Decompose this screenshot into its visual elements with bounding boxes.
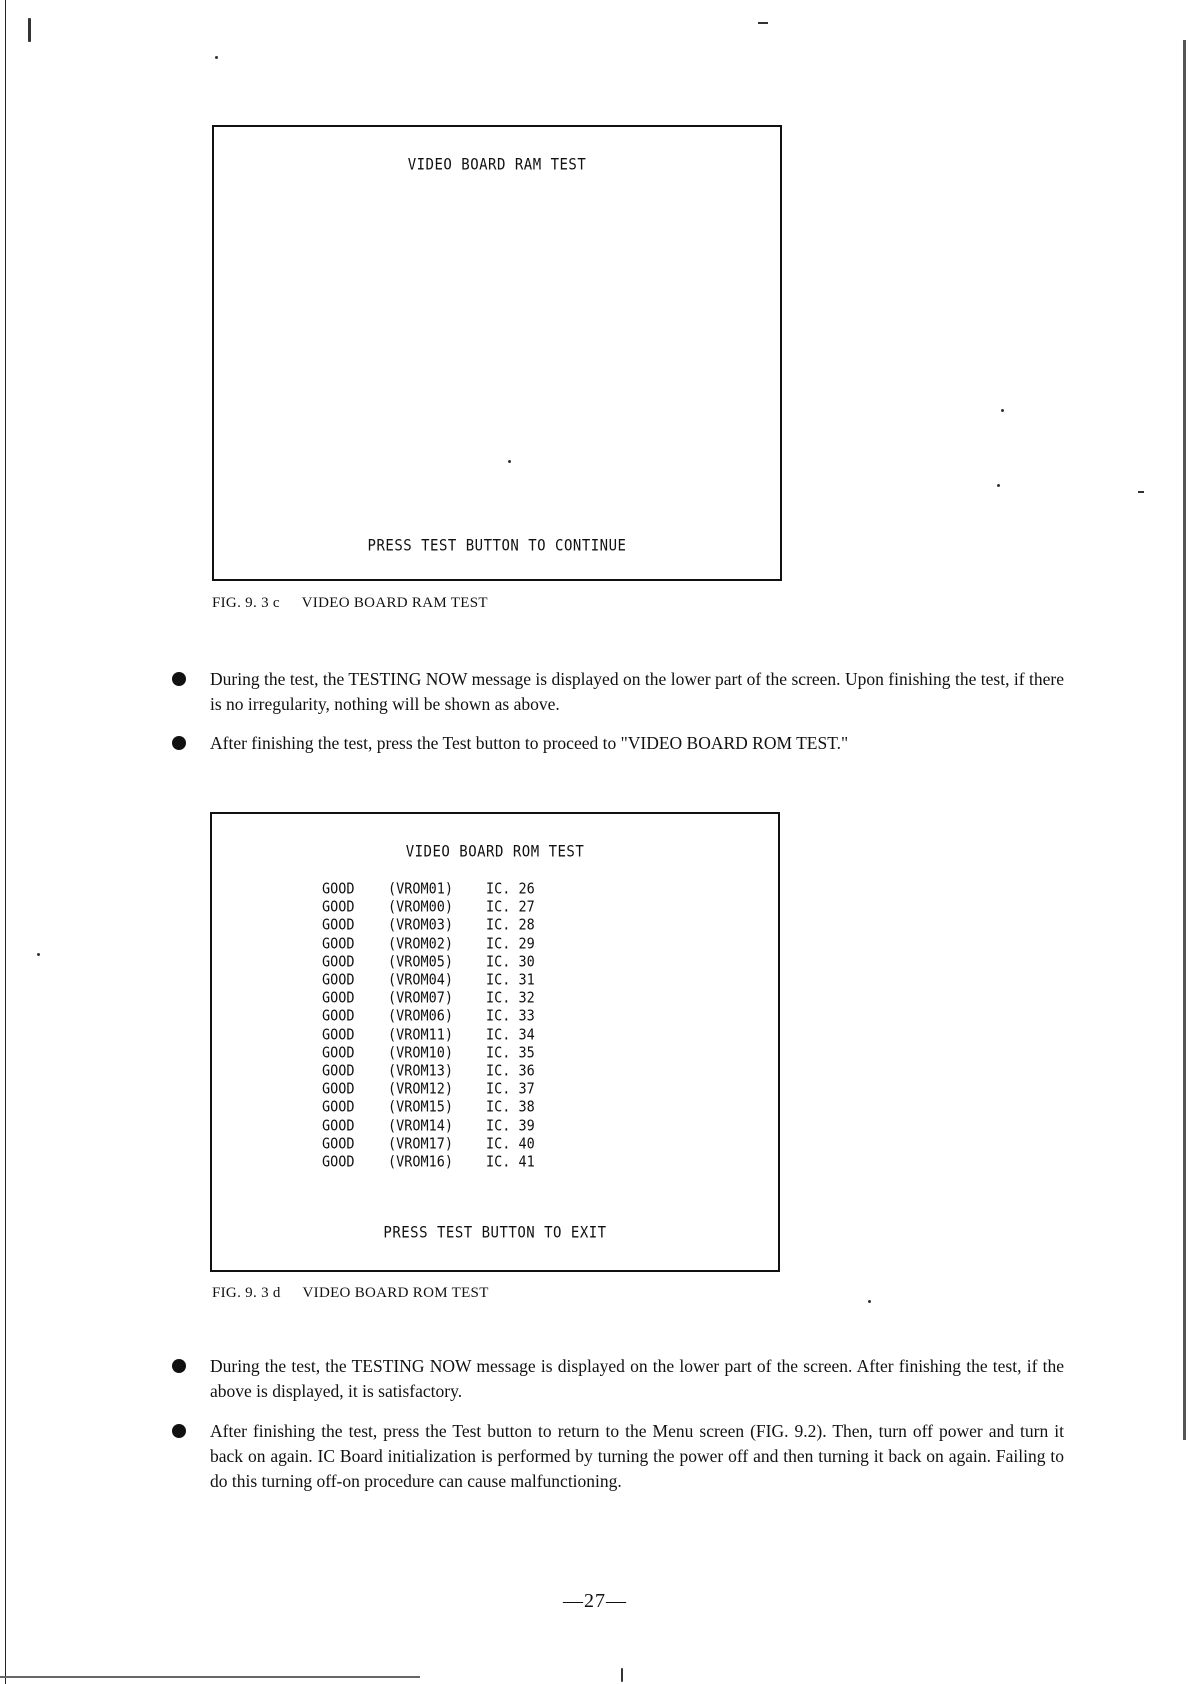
- rom-status: GOOD: [322, 1007, 355, 1026]
- figure-title: VIDEO BOARD RAM TEST: [301, 595, 488, 611]
- rom-name: (VROM12): [388, 1080, 454, 1099]
- page-number: —27—: [563, 1590, 627, 1612]
- bullet-item: [172, 731, 1064, 756]
- scan-speck: [1138, 491, 1144, 493]
- rom-ic-label: IC. 31: [486, 971, 535, 989]
- rom-ic-label: IC. 38: [486, 1098, 535, 1117]
- rom-name: (VROM01): [388, 880, 454, 898]
- rom-result-row: [322, 1152, 546, 1172]
- ram-test-screen: [212, 125, 782, 581]
- rom-name: (VROM06): [388, 1007, 454, 1026]
- rom-result-row: [322, 1134, 546, 1154]
- rom-test-screen-title: VIDEO BOARD ROM TEST: [405, 842, 585, 862]
- rom-name: (VROM00): [388, 898, 454, 916]
- rom-test-screen-footer: PRESS TEST BUTTON TO EXIT: [383, 1223, 607, 1243]
- rom-result-row: [322, 1098, 546, 1118]
- rom-result-row: [322, 934, 546, 954]
- rom-ic-label: IC. 32: [486, 989, 535, 1008]
- rom-name: (VROM14): [388, 1116, 454, 1135]
- scan-speck: [621, 1668, 623, 1682]
- rom-name: (VROM05): [388, 953, 454, 971]
- rom-test-screen: [210, 812, 780, 1272]
- figure-number: FIG. 9. 3 c: [212, 595, 280, 611]
- rom-status: GOOD: [322, 971, 355, 989]
- scan-speck: [37, 953, 40, 956]
- scan-speck: [1001, 409, 1004, 412]
- bullet-item: [172, 1354, 1064, 1404]
- rom-result-row: [322, 1025, 546, 1045]
- rom-name: (VROM15): [388, 1098, 454, 1117]
- rom-name: (VROM11): [388, 1025, 454, 1044]
- rom-ic-label: IC. 27: [486, 898, 535, 916]
- rom-name: (VROM17): [388, 1135, 454, 1153]
- scan-edge-bottom: [0, 1676, 420, 1678]
- bullet-dot-icon: [172, 1359, 186, 1373]
- rom-ic-label: IC. 40: [486, 1135, 535, 1153]
- scan-speck: [758, 22, 768, 24]
- rom-ic-label: IC. 29: [486, 934, 535, 953]
- rom-status: GOOD: [322, 989, 355, 1008]
- rom-ic-label: IC. 35: [486, 1044, 535, 1062]
- bullet-item: [172, 667, 1064, 717]
- scan-mark-top: [28, 18, 31, 42]
- rom-status: GOOD: [322, 1062, 355, 1080]
- rom-result-row: [322, 952, 546, 972]
- rom-status: GOOD: [322, 934, 355, 953]
- scan-edge-right: [1183, 40, 1186, 1440]
- rom-test-results: [322, 880, 546, 1171]
- rom-name: (VROM16): [388, 1153, 454, 1171]
- ram-test-screen-title: VIDEO BOARD RAM TEST: [407, 155, 587, 175]
- rom-status: GOOD: [322, 1153, 355, 1171]
- rom-name: (VROM07): [388, 989, 454, 1008]
- rom-status: GOOD: [322, 1044, 355, 1062]
- rom-ic-label: IC. 41: [486, 1153, 535, 1171]
- rom-name: (VROM02): [388, 934, 454, 953]
- rom-result-row: [322, 1043, 546, 1063]
- bullet-item: [172, 1419, 1064, 1494]
- rom-status: GOOD: [322, 916, 355, 935]
- rom-ic-label: IC. 33: [486, 1007, 535, 1026]
- rom-status: GOOD: [322, 1098, 355, 1117]
- bullet-text: During the test, the TESTING NOW message is displayed on the lower part of the screen. Upon finishing the test, if there is no irregularity, nothing will be shown as above.: [210, 669, 1064, 714]
- bullet-dot-icon: [172, 672, 186, 686]
- ram-test-screen-footer: PRESS TEST BUTTON TO CONTINUE: [367, 536, 627, 556]
- scan-speck: [868, 1300, 871, 1303]
- rom-status: GOOD: [322, 1025, 355, 1044]
- rom-ic-label: IC. 39: [486, 1116, 535, 1135]
- rom-status: GOOD: [322, 1116, 355, 1135]
- rom-ic-label: IC. 30: [486, 953, 535, 971]
- rom-ic-label: IC. 34: [486, 1025, 535, 1044]
- figure-caption-9-3c: [212, 595, 488, 612]
- rom-result-row: [322, 1116, 546, 1136]
- rom-status: GOOD: [322, 1135, 355, 1153]
- rom-status: GOOD: [322, 1080, 355, 1099]
- figure-title: VIDEO BOARD ROM TEST: [302, 1285, 489, 1301]
- rom-ic-label: IC. 36: [486, 1062, 535, 1080]
- bullet-text: After finishing the test, press the Test button to return to the Menu screen (FIG. 9.2). Then, turn off power and turn it back on again. IC Board initialization is performed by turning the power off and then turning it back on again. Failing to do this turning off-on procedure can cause malfunctioning.: [210, 1421, 1064, 1491]
- bullet-dot-icon: [172, 1424, 186, 1438]
- rom-ic-label: IC. 26: [486, 880, 535, 898]
- rom-name: (VROM13): [388, 1062, 454, 1080]
- scan-speck: [508, 460, 511, 463]
- scan-speck: [997, 484, 1000, 487]
- rom-result-row: [322, 915, 546, 935]
- bullet-text: After finishing the test, press the Test button to proceed to "VIDEO BOARD ROM TEST.": [210, 733, 849, 753]
- figure-number: FIG. 9. 3 d: [212, 1285, 281, 1301]
- bullet-text: During the test, the TESTING NOW message is displayed on the lower part of the screen. After finishing the test, if the above is displayed, it is satisfactory.: [210, 1356, 1064, 1401]
- rom-name: (VROM04): [388, 971, 454, 989]
- rom-ic-label: IC. 28: [486, 916, 535, 935]
- scan-edge-left: [5, 0, 6, 1684]
- rom-status: GOOD: [322, 953, 355, 971]
- rom-result-row: [322, 1007, 546, 1027]
- rom-name: (VROM10): [388, 1044, 454, 1062]
- rom-name: (VROM03): [388, 916, 454, 935]
- rom-status: GOOD: [322, 880, 355, 898]
- rom-ic-label: IC. 37: [486, 1080, 535, 1099]
- bullet-dot-icon: [172, 736, 186, 750]
- rom-status: GOOD: [322, 898, 355, 916]
- figure-caption-9-3d: [212, 1285, 489, 1302]
- scan-speck: [215, 56, 218, 59]
